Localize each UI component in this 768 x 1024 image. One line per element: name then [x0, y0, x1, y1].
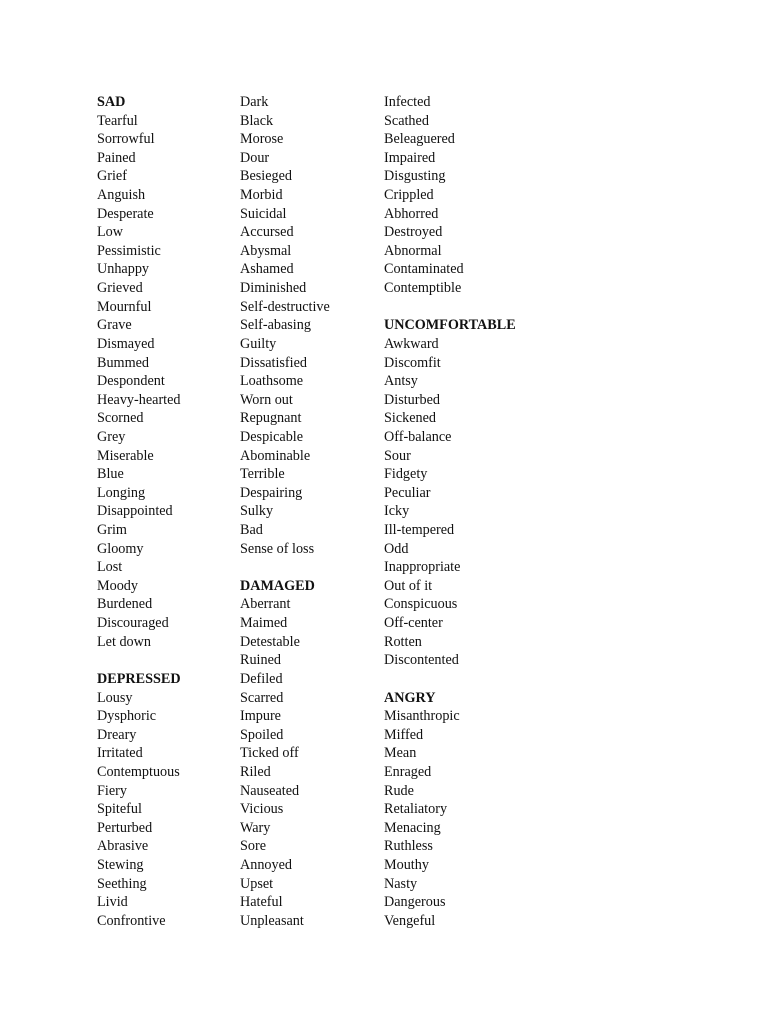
word-item: Abominable — [240, 447, 311, 464]
word-item: Sulky — [240, 503, 274, 520]
word-item: Bummed — [97, 354, 150, 371]
word-item: Rotten — [384, 633, 422, 650]
word-item: Dangerous — [384, 894, 446, 911]
word-item: Disturbed — [384, 391, 440, 408]
word-item: Menacing — [384, 819, 441, 836]
word-item: Dissatisfied — [240, 354, 307, 371]
word-item: Beleaguered — [384, 131, 455, 148]
word-item: Wary — [240, 819, 271, 836]
word-item: Grief — [97, 168, 127, 185]
word-item: Livid — [97, 894, 128, 911]
word-item: Pained — [97, 149, 136, 166]
word-item: Pessimistic — [97, 242, 161, 259]
word-item: Rude — [384, 782, 414, 799]
word-item: Misanthropic — [384, 708, 460, 725]
word-item: Abrasive — [97, 838, 149, 855]
word-item: Mouthy — [384, 856, 429, 873]
word-column-2 — [240, 93, 380, 930]
word-item: Self-abasing — [240, 317, 311, 334]
word-item: Disappointed — [97, 503, 173, 520]
word-item: Suicidal — [240, 205, 287, 222]
word-item: Contemptuous — [97, 763, 180, 780]
category-heading: UNCOMFORTABLE — [384, 317, 516, 334]
word-item: Dreary — [97, 726, 137, 743]
word-item: Off-center — [384, 615, 443, 632]
word-item: Diminished — [240, 280, 307, 297]
word-item: Moody — [97, 577, 138, 594]
word-item: Perturbed — [97, 819, 153, 836]
word-item: Mournful — [97, 298, 152, 315]
word-item: Ticked off — [240, 745, 299, 762]
word-item: Detestable — [240, 633, 300, 650]
word-item: Blue — [97, 466, 124, 483]
word-item: Impure — [240, 708, 281, 725]
word-item: Abysmal — [240, 242, 292, 259]
word-item: Conspicuous — [384, 596, 458, 613]
word-item: Spiteful — [97, 801, 142, 818]
word-item: Low — [97, 224, 124, 241]
word-item: Nasty — [384, 875, 418, 892]
word-item: Despondent — [97, 373, 165, 390]
word-item: Anguish — [97, 187, 146, 204]
word-item: Icky — [384, 503, 410, 520]
word-item: Abhorred — [384, 205, 439, 222]
word-item: Besieged — [240, 168, 293, 185]
word-item: Nauseated — [240, 782, 300, 799]
word-item: Off-balance — [384, 428, 452, 445]
word-item: Ashamed — [240, 261, 294, 278]
word-item: Guilty — [240, 335, 277, 352]
word-item: Ill-tempered — [384, 522, 455, 539]
word-item: Longing — [97, 484, 146, 501]
word-item: Seething — [97, 875, 147, 892]
word-item: Repugnant — [240, 410, 302, 427]
word-item: Odd — [384, 540, 409, 557]
word-item: Mean — [384, 745, 417, 762]
word-item: Riled — [240, 763, 271, 780]
word-item: Ruined — [240, 652, 281, 669]
word-item: Grey — [97, 428, 126, 445]
word-column-3 — [384, 93, 554, 930]
word-item: Contaminated — [384, 261, 464, 278]
word-item: Peculiar — [384, 484, 431, 501]
category-heading: DEPRESSED — [97, 670, 181, 687]
word-item: Unpleasant — [240, 912, 304, 929]
word-item: Lost — [97, 559, 123, 576]
word-item: Annoyed — [240, 856, 293, 873]
word-item: Grieved — [97, 280, 143, 297]
word-item: Accursed — [240, 224, 294, 241]
word-item: Sour — [384, 447, 411, 464]
word-item: Confrontive — [97, 912, 166, 929]
word-item: Grim — [97, 522, 127, 539]
spacer — [97, 651, 237, 670]
word-item: Unhappy — [97, 261, 150, 278]
word-item: Bad — [240, 522, 263, 539]
word-item: Spoiled — [240, 726, 284, 743]
word-item: Let down — [97, 633, 151, 650]
category-heading: DAMAGED — [240, 577, 315, 594]
word-item: Miffed — [384, 726, 424, 743]
word-item: Crippled — [384, 187, 434, 204]
word-item: Despairing — [240, 484, 303, 501]
word-item: Despicable — [240, 428, 304, 445]
word-item: Dysphoric — [97, 708, 157, 725]
word-item: Sorrowful — [97, 131, 155, 148]
word-item: Lousy — [97, 689, 133, 706]
word-item: Infected — [384, 94, 431, 110]
word-item: Sore — [240, 838, 267, 855]
word-item: Aberrant — [240, 596, 291, 613]
word-item: Hateful — [240, 894, 283, 911]
word-item: Upset — [240, 875, 274, 892]
word-item: Irritated — [97, 745, 143, 762]
word-item: Antsy — [384, 373, 418, 390]
word-item: Ruthless — [384, 838, 433, 855]
word-item: Scathed — [384, 112, 429, 129]
word-item: Burdened — [97, 596, 153, 613]
word-item: Morose — [240, 131, 284, 148]
word-item: Maimed — [240, 615, 288, 632]
word-item: Scarred — [240, 689, 284, 706]
spacer — [240, 558, 380, 577]
word-item: Disgusting — [384, 168, 446, 185]
word-item: Abnormal — [384, 242, 442, 259]
word-item: Discontented — [384, 652, 459, 669]
word-item: Fidgety — [384, 466, 428, 483]
word-item: Impaired — [384, 149, 436, 166]
word-item: Miserable — [97, 447, 154, 464]
word-item: Sense of loss — [240, 540, 315, 557]
word-item: Inappropriate — [384, 559, 461, 576]
word-column-1 — [97, 93, 237, 930]
word-item: Defiled — [240, 670, 283, 687]
word-item: Stewing — [97, 856, 144, 873]
spacer — [384, 298, 554, 317]
word-item: Terrible — [240, 466, 285, 483]
word-item: Desperate — [97, 205, 154, 222]
word-item: Dismayed — [97, 335, 155, 352]
category-heading: ANGRY — [384, 689, 436, 706]
word-item: Morbid — [240, 187, 283, 204]
word-item: Fiery — [97, 782, 127, 799]
word-item: Retaliatory — [384, 801, 448, 818]
word-item: Loathsome — [240, 373, 304, 390]
word-item: Sickened — [384, 410, 437, 427]
word-item: Out of it — [384, 577, 433, 594]
word-item: Awkward — [384, 335, 439, 352]
word-item: Dour — [240, 149, 270, 166]
word-item: Dark — [240, 94, 269, 110]
word-item: Scorned — [97, 410, 144, 427]
word-item: Tearful — [97, 112, 138, 129]
word-item: Gloomy — [97, 540, 144, 557]
word-item: Discomfit — [384, 354, 441, 371]
spacer — [384, 670, 554, 689]
category-heading: SAD — [97, 94, 126, 110]
word-item: Vicious — [240, 801, 284, 818]
word-item: Black — [240, 112, 274, 129]
word-item: Heavy-hearted — [97, 391, 181, 408]
word-item: Discouraged — [97, 615, 169, 632]
word-item: Vengeful — [384, 912, 436, 929]
word-item: Self-destructive — [240, 298, 330, 315]
word-item: Contemptible — [384, 280, 462, 297]
word-item: Enraged — [384, 763, 432, 780]
word-item: Destroyed — [384, 224, 443, 241]
word-item: Grave — [97, 317, 132, 334]
word-item: Worn out — [240, 391, 293, 408]
